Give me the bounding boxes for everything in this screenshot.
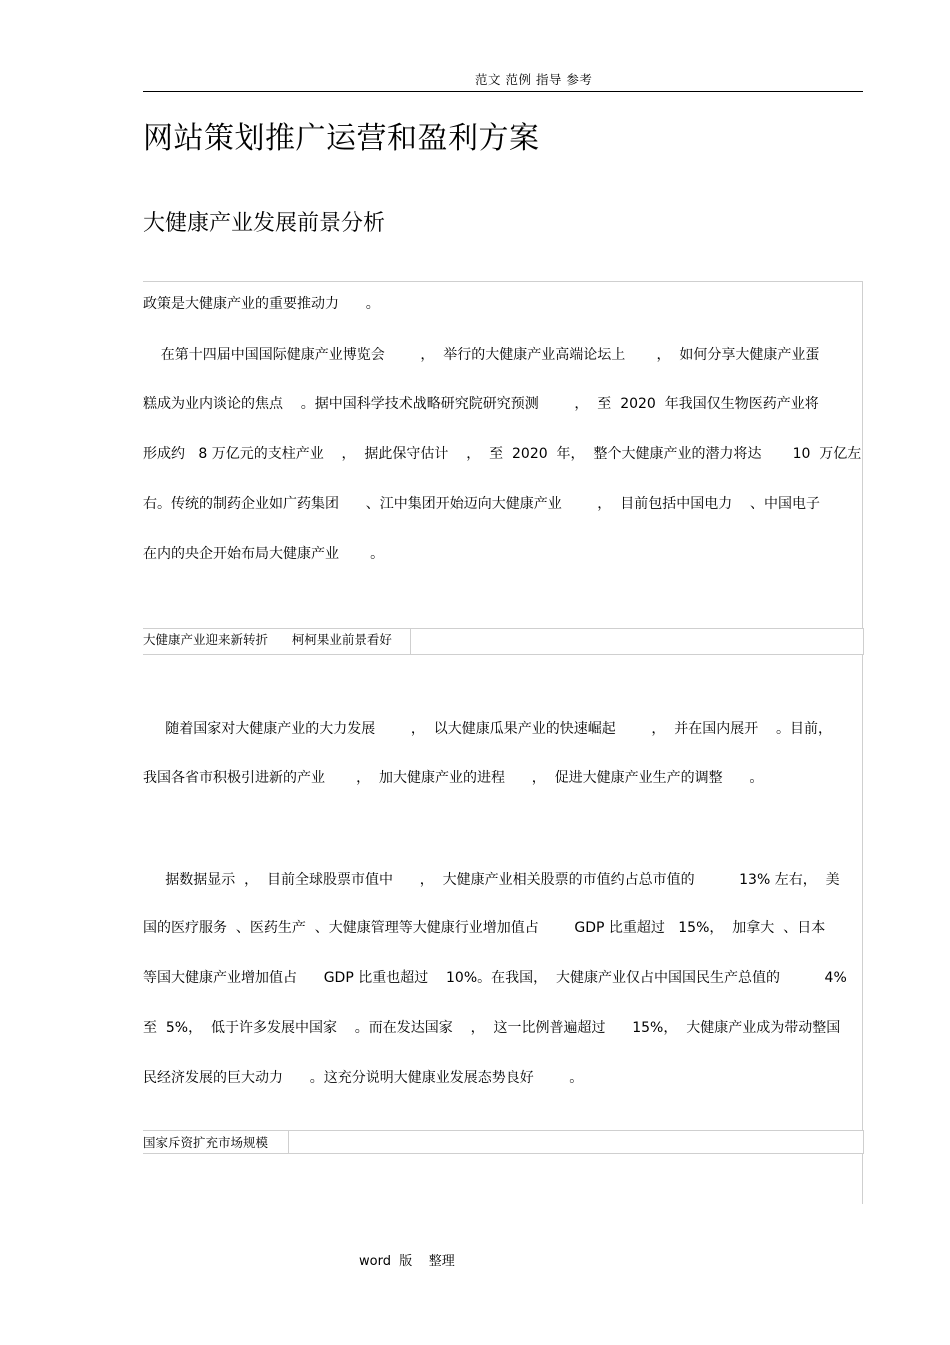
paragraph-line: 在内的央企开始布局大健康产业 。 [143,546,385,562]
heading-frame-1 [410,628,864,655]
section-title: 大健康产业发展前景分析 [143,211,386,236]
paragraph-line: 随着国家对大健康产业的大力发展 ， 以大健康瓜果产业的快速崛起 ， 并在国内展开 。目前， [143,721,833,737]
paragraph-line: 等国大健康产业增加值占 GDP 比重也超过 10%。在我国， 大健康产业仅占中国国民生产总值的 4% [143,970,847,986]
paragraph-line: 糕成为业内谈论的焦点 。据中国科学技术战略研究院研究预测 ， 至 2020 年我国仅生物医药产业将 [143,396,819,412]
paragraph-lead: 政策是大健康产业的重要推动力 。 [143,296,380,312]
paragraph-line: 至 5%， 低于许多发展中国家 。而在发达国家 ， 这一比例普遍超过 15%， 大健康产业成为带动整国 [143,1020,841,1036]
subheading-1: 大健康产业迎来新转折 柯柯果业前景看好 [143,632,392,647]
page-header: 范文 范例 指导 参考 [475,72,593,87]
paragraph-line: 民经济发展的巨大动力 。这充分说明大健康业发展态势良好 。 [143,1070,584,1086]
paragraph-line: 形成约 8 万亿元的支柱产业 ， 据此保守估计 ， 至 2020 年， 整个大健康产业的潜力将达 10 万亿左 [143,446,862,462]
text-frame-3 [143,1153,863,1204]
heading-frame-2 [288,1130,864,1154]
subheading-2: 国家斥资扩充市场规模 [143,1135,269,1150]
header-divider [143,91,863,92]
document-title: 网站策划推广运营和盈利方案 [143,121,540,156]
paragraph-line: 据数据显示 ， 目前全球股票市值中 ， 大健康产业相关股票的市值约占总市值的 13% 左右， 美 [143,872,840,888]
paragraph-line: 我国各省市积极引进新的产业 ， 加大健康产业的进程 ， 促进大健康产业生产的调整 。 [143,770,764,786]
paragraph-line: 国的医疗服务 、医药生产 、大健康管理等大健康行业增加值占 GDP 比重超过 15%， 加拿大 、日本 [143,920,826,936]
paragraph-line: 在第十四届中国国际健康产业博览会 ， 举行的大健康产业高端论坛上 ， 如何分享大健康产业蛋 [143,347,820,363]
page-footer: word 版 整理 [359,1254,455,1269]
paragraph-line: 右。传统的制药企业如广药集团 、江中集团开始迈向大健康产业 ， 目前包括中国电力 、中国电子 [143,496,821,512]
